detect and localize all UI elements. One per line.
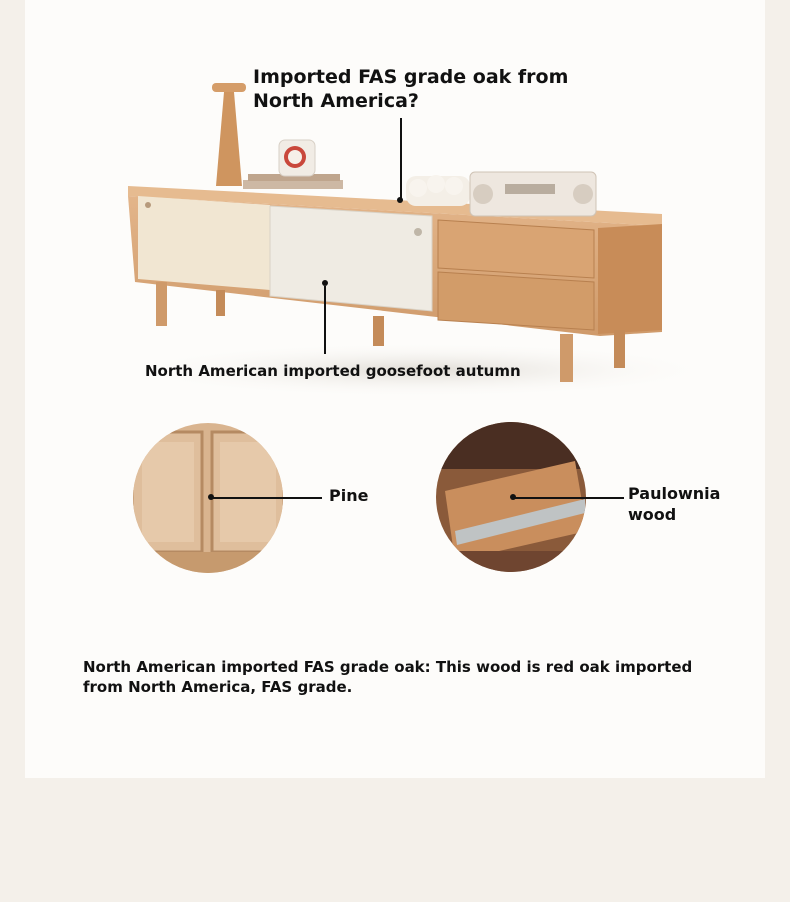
paulownia-line (514, 497, 624, 499)
paulownia-label: Paulownia wood (628, 484, 721, 524)
callout-oak-question: Imported FAS grade oak from North America? (253, 66, 569, 112)
pine-label: Pine (329, 486, 369, 505)
callout-goosefoot-label: North American imported goosefoot autumn (145, 362, 521, 380)
description-text: North American imported FAS grade oak: This wood is red oak imported from North America, FAS grade. (83, 658, 693, 696)
callout-line-top (400, 118, 402, 200)
callout-dot-top (397, 197, 403, 203)
pine-line (212, 497, 322, 499)
tv-cabinet-illustration (0, 0, 790, 420)
callout-line-middle (324, 286, 326, 354)
